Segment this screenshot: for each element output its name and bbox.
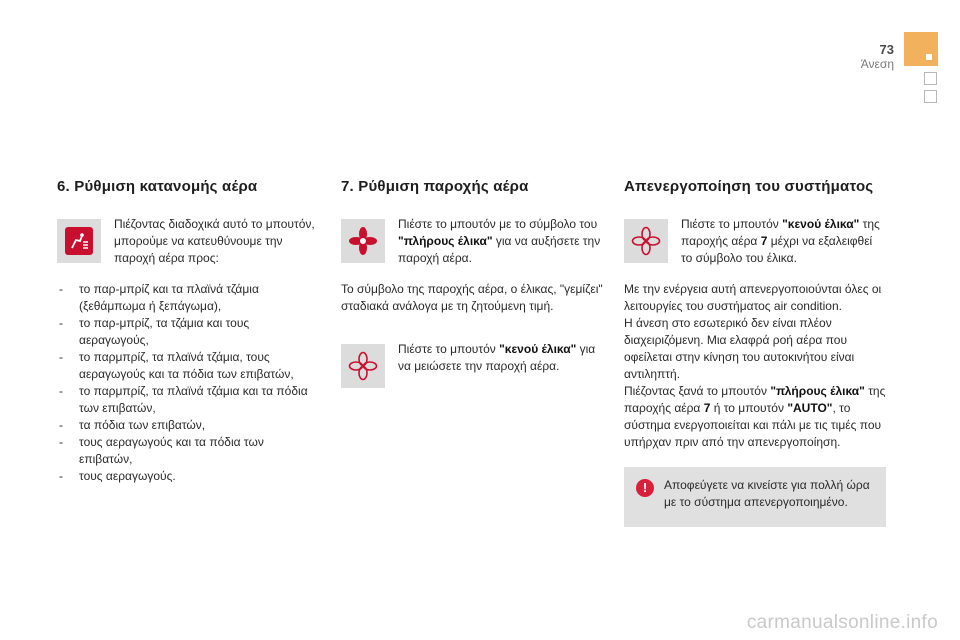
warning-note (624, 467, 886, 527)
fan-increase-block (341, 216, 603, 267)
chapter-label: Άνεση (860, 57, 894, 71)
system-off-block (624, 216, 886, 267)
fan-empty-icon (631, 226, 661, 256)
fan-empty-button[interactable] (624, 219, 668, 263)
list-item: - το παρ-μπρίζ και τα πλαϊνά τζάμια (ξεθάμπωμα ή ξεπάγωμα), (57, 281, 319, 315)
full-fan-label: "πλήρους έλικα" (398, 234, 493, 248)
fan-decrease-text (398, 341, 603, 375)
text-part: μέχρι να εξαλειφθεί το σύμβολο του έλικα. (681, 234, 873, 265)
chapter-tab[interactable] (904, 32, 938, 66)
text-part: για να αυξήσετε την παροχή αέρα. (398, 234, 601, 265)
list-item: - το παρμπρίζ, τα πλαϊνά τζάμια και τα πόδια των επιβατών, (57, 383, 319, 417)
text-part: της παροχής αέρα (624, 384, 886, 415)
text-part: Πιέστε το μπουτόν με το σύμβολο του (398, 217, 598, 231)
fan-decrease-block (341, 341, 603, 388)
control-number: 7 (703, 401, 711, 415)
text-part: Πιέζοντας ξανά το μπουτόν (624, 384, 771, 398)
warning-text: Αποφεύγετε να κινείστε για πολλή ώρα με το σύστημα απενεργοποιημένο. (664, 478, 870, 509)
watermark: carmanualsonline.info (746, 612, 938, 633)
air-distribution-intro: Πιέζοντας διαδοχικά αυτό το μπουτόν, μπορούμε να κατευθύνουμε την παροχή αέρα προς: (114, 217, 315, 265)
section-title: 6. Ρύθμιση κατανομής αέρα (57, 178, 258, 195)
section-air-flow (341, 178, 603, 402)
fan-increase-button[interactable] (341, 219, 385, 263)
system-off-paragraph-1: Με την ενέργεια αυτή απενεργοποιούνται όλες οι λειτουργίες του συστήματος air condition. (624, 282, 882, 313)
fan-full-icon (348, 226, 378, 256)
list-item: - το παρ-μπρίζ, τα τζάμια και τους αεραγωγούς, (57, 315, 319, 349)
air-distribution-button[interactable] (57, 219, 101, 263)
air-distribution-block (57, 216, 319, 267)
text-part: για να μειώσετε την παροχή αέρα. (398, 342, 596, 373)
fan-increase-text (398, 216, 603, 267)
fan-decrease-button[interactable] (341, 344, 385, 388)
nav-box-2[interactable] (924, 90, 937, 103)
control-number: 7 (760, 234, 768, 248)
section-air-distribution (57, 178, 319, 485)
empty-fan-label: "κενού έλικα" (782, 217, 860, 231)
distribution-options-list (57, 281, 319, 485)
text-part: ή το μπουτόν (710, 401, 788, 415)
text-part: , το σύστημα ενεργοποιείται και πάλι με τις τιμές που υπήρχαν πριν από την απενεργοποίηση. (624, 401, 882, 449)
system-off-text (681, 216, 886, 267)
fan-empty-icon (348, 351, 378, 381)
full-fan-label: "πλήρους έλικα" (770, 384, 865, 398)
tab-marker (926, 54, 932, 60)
auto-label: "AUTO" (787, 401, 833, 415)
warning-icon: ! (636, 479, 654, 497)
list-item: - τους αεραγωγούς. (57, 468, 319, 485)
section-title: 7. Ρύθμιση παροχής αέρα (341, 178, 529, 195)
section-system-off (624, 178, 886, 527)
list-item: - το παρμπρίζ, τα πλαϊνά τζάμια, τους αεραγωγούς και τα πόδια των επιβατών, (57, 349, 319, 383)
text-part: Πιέστε το μπουτόν (681, 217, 783, 231)
list-item: - τους αεραγωγούς και τα πόδια των επιβατών, (57, 434, 319, 468)
section-title: Απενεργοποίηση του συστήματος (624, 178, 874, 195)
text-part: της παροχής αέρα (681, 217, 880, 248)
system-off-paragraph-2: Η άνεση στο εσωτερικό δεν είναι πλέον διαχειριζόμενη. Μια ελαφρά ροή αέρα που οφείλεται στην κίνηση του αυτοκινήτου είναι αντιληπτή. (624, 316, 855, 381)
list-item: - τα πόδια των επιβατών, (57, 417, 319, 434)
fan-symbol-description: Το σύμβολο της παροχής αέρα, ο έλικας, "γεμίζει" σταδιακά ανάλογα με τη ζητούμενη τιμή. (341, 282, 603, 313)
empty-fan-label: "κενού έλικα" (499, 342, 577, 356)
nav-box-1[interactable] (924, 72, 937, 85)
page-number: 73 (879, 42, 894, 57)
system-on-paragraph (624, 383, 886, 451)
air-distribution-icon (65, 227, 93, 255)
text-part: Πιέστε το μπουτόν (398, 342, 500, 356)
